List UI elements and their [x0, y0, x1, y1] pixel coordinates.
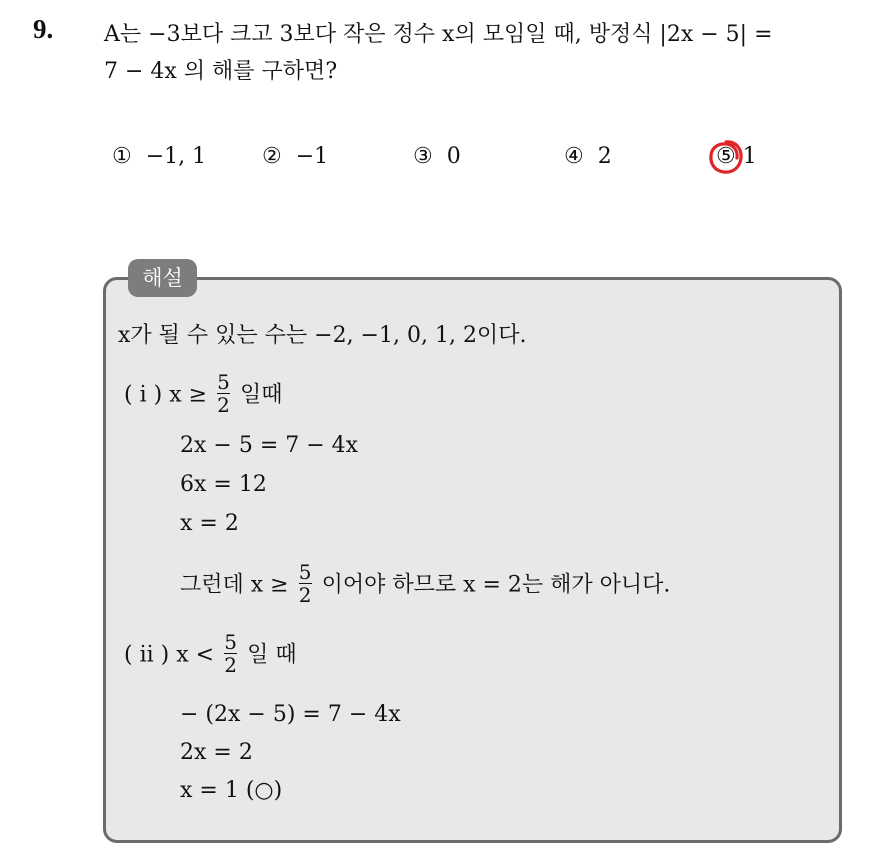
case-1-step-3: x = 2 — [180, 511, 239, 536]
case-1-note-pre: 그런데 x ≥ — [180, 572, 289, 598]
case-1-note — [180, 560, 671, 608]
question-number: 9. — [33, 14, 54, 44]
choice-5-text: 1 — [742, 144, 757, 169]
case-2-frac-den: 2 — [224, 653, 237, 677]
case-1-fraction — [217, 371, 230, 416]
question-text — [104, 16, 864, 90]
case-1-note-frac-num: 5 — [298, 560, 312, 584]
case-1-frac-num: 5 — [217, 370, 230, 394]
choice-4-text: 2 — [597, 144, 612, 169]
case-2-step-3: x = 1 (○) — [180, 778, 283, 803]
choice-1-mark: ① — [112, 144, 132, 169]
choice-4[interactable] — [564, 144, 612, 169]
case-2-fraction — [224, 631, 237, 676]
choice-2[interactable] — [262, 144, 328, 169]
choice-3[interactable] — [413, 144, 461, 169]
answer-choices — [0, 144, 884, 178]
choice-2-mark: ② — [262, 144, 282, 169]
case-1-step-2: 6x = 12 — [180, 472, 267, 497]
question-line-1: A는 −3보다 크고 3보다 작은 정수 x의 모임일 때, 방정식 |2x − 5| = — [104, 22, 773, 47]
case-2-step-1: − (2x − 5) = 7 − 4x — [180, 702, 401, 727]
case-1-note-fraction — [299, 561, 312, 606]
case-1-note-post: 이어야 하므로 x = 2는 해가 아니다. — [321, 572, 671, 598]
solution-tag: 해설 — [128, 259, 197, 297]
choice-4-mark: ④ — [564, 144, 584, 169]
case-1-frac-den: 2 — [217, 393, 230, 417]
case-1-step-1: 2x − 5 = 7 − 4x — [180, 433, 359, 458]
choice-5-mark: ⑤ — [716, 144, 736, 169]
case-1-label: ( i ) — [124, 382, 163, 408]
choice-3-mark: ③ — [413, 144, 433, 169]
case-1-cond-post: 일때 — [240, 382, 283, 408]
case-2-step-2: 2x = 2 — [180, 740, 253, 765]
case-2-condition — [124, 630, 297, 678]
case-2-cond-pre: x < — [176, 642, 215, 668]
choice-3-text: 0 — [446, 144, 461, 169]
case-2-frac-num: 5 — [224, 630, 237, 654]
case-1-condition — [124, 370, 283, 418]
case-2-label: ( ii ) — [124, 642, 170, 668]
case-1-cond-pre: x ≥ — [169, 382, 208, 408]
choice-1-text: −1, 1 — [145, 144, 207, 169]
case-2-cond-post: 일 때 — [247, 642, 297, 668]
choice-2-text: −1 — [295, 144, 329, 169]
case-1-note-frac-den: 2 — [298, 583, 312, 607]
choice-1[interactable] — [112, 144, 206, 169]
question-line-2: 7 − 4x 의 해를 구하면? — [104, 59, 338, 84]
solution-intro: x가 될 수 있는 수는 −2, −1, 0, 1, 2이다. — [118, 323, 527, 348]
answer-circle-mark — [707, 138, 745, 176]
